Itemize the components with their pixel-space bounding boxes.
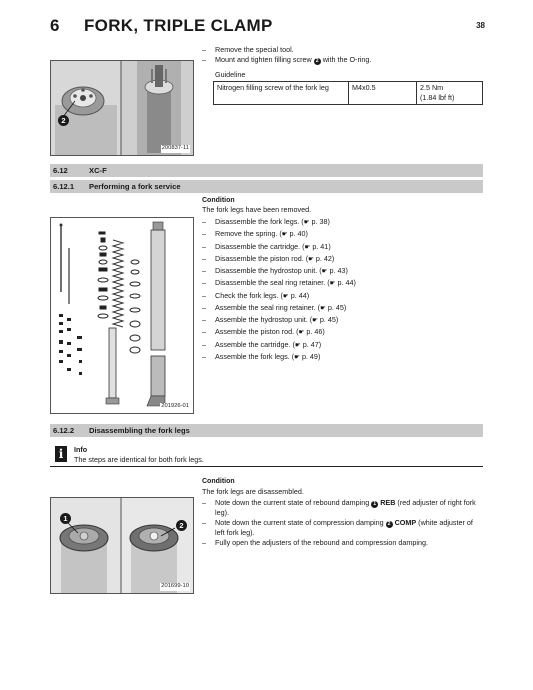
torque-spec-table <box>213 81 483 105</box>
list-item: – Fully open the adjusters of the rebound and compression damping. <box>202 538 483 548</box>
fork-exploded-figure <box>50 217 194 414</box>
callout-1-inline: 1 <box>371 501 378 508</box>
list-item: – Note down the current state of rebound damping 1 REB (red adjuster of right fork leg). <box>202 498 483 518</box>
section-number: 6.12.2 <box>53 426 75 435</box>
list-item: – Disassemble the seal ring retainer. (☛ p. 44) <box>202 277 482 289</box>
info-title: Info <box>74 445 88 454</box>
list-item: – Assemble the piston rod. (☛ p. 46) <box>202 326 482 338</box>
list-item: – Note down the current state of compression damping 2 COMP (white adjuster of left fork leg). <box>202 518 483 538</box>
page-ref-icon: ☛ <box>320 304 326 312</box>
page-ref-link[interactable]: p. 41 <box>312 241 329 251</box>
callout-2: 2 <box>58 115 69 126</box>
callout-2-inline: 2 <box>386 521 393 528</box>
list-item: – Assemble the fork legs. (☛ p. 49) <box>202 351 482 363</box>
list-item: – Remove the spring. (☛ p. 40) <box>202 228 482 240</box>
step-remove-tool: – Remove the special tool. <box>202 45 472 55</box>
callout-2: 2 <box>176 520 187 531</box>
section-6-12-header <box>50 164 483 177</box>
filling-screw-figure <box>50 60 194 156</box>
list-item: – Assemble the cartridge. (☛ p. 47) <box>202 339 482 351</box>
info-icon: i <box>55 446 67 462</box>
condition-text: The fork legs are disassembled. <box>202 487 304 496</box>
section-title: XC-F <box>89 166 107 175</box>
page-ref-icon: ☛ <box>294 353 300 361</box>
page-ref-icon: ☛ <box>294 341 301 349</box>
page-ref-icon: ☛ <box>281 231 288 239</box>
page-ref-link[interactable]: p. 45 <box>319 315 336 325</box>
table-row <box>214 82 483 105</box>
condition-text: The fork legs have been removed. <box>202 205 312 214</box>
page-ref-link[interactable]: p. 45 <box>327 302 344 312</box>
page-ref-link[interactable]: p. 44 <box>337 278 354 288</box>
page-ref-icon: ☛ <box>303 219 310 226</box>
page-ref-link[interactable]: p. 49 <box>301 351 318 361</box>
spec-torque: 2.5 Nm (1.84 lbf ft) <box>417 82 483 105</box>
list-item: – Assemble the hydrostop unit. (☛ p. 45) <box>202 314 482 326</box>
page-ref-link[interactable]: p. 43 <box>329 266 346 276</box>
page-ref-link[interactable]: p. 40 <box>289 229 306 239</box>
page-ref-link[interactable]: p. 44 <box>290 290 307 300</box>
figure-id: 201699-10 <box>161 583 189 590</box>
list-item: – Disassemble the cartridge. (☛ p. 41) <box>202 241 482 253</box>
page-ref-link[interactable]: p. 38 <box>311 217 328 226</box>
section-6-12-1-header <box>50 180 483 193</box>
spec-thread: M4x0.5 <box>349 82 417 105</box>
section-title: Disassembling the fork legs <box>89 426 190 435</box>
section-title: Performing a fork service <box>89 182 181 191</box>
list-item: – Check the fork legs. (☛ p. 44) <box>202 290 482 302</box>
fork-adjusters-figure <box>50 497 194 594</box>
chapter-number: 6 <box>50 16 60 35</box>
list-item: – Assemble the seal ring retainer. (☛ p. 45) <box>202 302 482 314</box>
callout-2-inline: 2 <box>314 58 321 65</box>
condition-heading: Condition <box>202 478 235 485</box>
figure-id: 200837-11 <box>161 145 189 152</box>
page-ref-link[interactable]: p. 42 <box>315 253 332 263</box>
chapter-title: FORK, TRIPLE CLAMP <box>84 16 273 35</box>
info-divider <box>50 466 483 467</box>
page-ref-icon: ☛ <box>321 268 328 276</box>
comp-code: COMP <box>394 518 417 528</box>
section-6-12-2-header <box>50 424 483 437</box>
list-item: – Disassemble the hydrostop unit. (☛ p. 43) <box>202 265 482 277</box>
service-steps <box>202 216 482 363</box>
callout-1: 1 <box>60 513 71 524</box>
condition-heading: Condition <box>202 197 235 204</box>
page-ref-icon: ☛ <box>298 329 305 337</box>
page-ref-icon: ☛ <box>282 292 289 300</box>
step-mount-filling-screw: – Mount and tighten filling screw 2 with the O-ring. <box>202 55 472 65</box>
page-ref-icon: ☛ <box>308 255 314 263</box>
guideline-label: Guideline <box>215 70 246 79</box>
spec-description: Nitrogen filling screw of the fork leg <box>214 82 349 105</box>
reb-code: REB <box>380 498 396 507</box>
page-ref-link[interactable]: p. 46 <box>306 327 323 337</box>
section-number: 6.12 <box>53 166 68 175</box>
page-number: 38 <box>476 21 485 30</box>
list-item: – Disassemble the piston rod. (☛ p. 42) <box>202 253 482 265</box>
filling-screw-steps <box>202 45 472 65</box>
section-number: 6.12.1 <box>53 182 75 191</box>
fork-exploded-drawing <box>51 218 194 414</box>
figure-id: 201926-01 <box>161 403 189 410</box>
info-text: The steps are identical for both fork legs. <box>74 455 204 464</box>
page-ref-icon: ☛ <box>312 317 318 325</box>
fork-adjusters-photo <box>51 498 194 594</box>
disassemble-steps <box>202 498 483 548</box>
page-ref-link[interactable]: p. 47 <box>302 339 319 349</box>
filling-screw-photo <box>51 61 194 156</box>
list-item: – Disassemble the fork legs. (☛ p. 38) <box>202 216 482 228</box>
page-ref-icon: ☛ <box>304 243 311 251</box>
page-ref-icon: ☛ <box>329 280 336 288</box>
